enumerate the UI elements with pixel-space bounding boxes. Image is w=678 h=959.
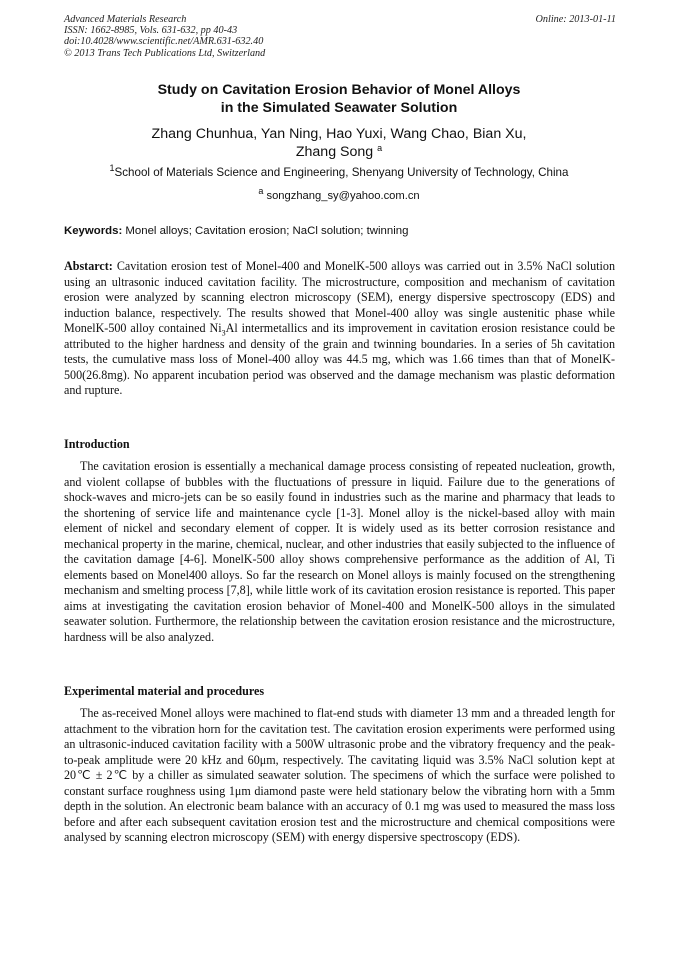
journal-issn: ISSN: 1662-8985, Vols. 631-632, pp 40-43: [64, 25, 238, 37]
journal-doi: doi:10.4028/www.scientific.net/AMR.631-632.40: [64, 36, 264, 48]
keywords-text: Monel alloys; Cavitation erosion; NaCl solution; twinning: [125, 225, 409, 237]
email-superscript: a: [258, 186, 264, 196]
email-text: songzhang_sy@yahoo.com.cn: [266, 190, 420, 202]
author-list: [64, 125, 614, 161]
abstract-text-b: Al intermetallics and its improvement in cavitation erosion resistance could be attributed to the higher hardness and density of the grain and twinning boundaries. In a series of 5h cavitation tests, the cumulative mass loss of Monel-400 alloy was 44.5 mg, which was 1.66 times than that of MonelK-500(26.8mg). No apparent incubation period was observed and the damage mechanism was plastic deformation and rupture.: [64, 321, 615, 397]
abstract-label: Abstarct:: [64, 259, 113, 273]
paper-title: [64, 81, 614, 117]
author-last: Zhang Song: [295, 144, 374, 160]
journal-name: Advanced Materials Research: [64, 14, 187, 25]
affiliation-text: School of Materials Science and Engineering, Shenyang University of Technology, China: [114, 166, 569, 179]
affiliation: [64, 163, 614, 180]
affiliation-superscript: 1: [109, 163, 115, 173]
abstract-subscript: 3: [221, 328, 226, 338]
authors-line-2: [64, 143, 614, 161]
intro-heading: Introduction: [64, 437, 130, 451]
experimental-paragraph: The as-received Monel alloys were machined to flat-end studs with diameter 13 mm and a threaded length for attachment to the vibration horn for the cavitation test. The cavitation erosion experiments were performed using an ultrasonic-induced cavitation facility with a 500W ultrasonic probe and the vibratory frequency and the peak-to-peak amplitude were 20 kHz and 60μm, respectively. The cavitating liquid was 3.5% NaCl solution kept at 20℃ ± 2℃ by a chiller as simulated seawater solution. The specimens of which the surface were polished to constant surface roughness using 1μm diamond paste were held stationary below the vibrating horn with a 5mm depth in the solution. An electronic beam balance with an accuracy of 0.1 mg was used to measured the mass loss before and after each subsequent cavitation erosion test and the microstructure and chemical compositions were analysed by scanning electron microscopy (SEM) with energy dispersive spectroscopy (EDS).: [64, 706, 615, 844]
intro-paragraph: The cavitation erosion is essentially a mechanical damage process consisting of repeated nucleation, growth, and violent collapse of bubbles with the fluctuations of pressure in liquid. Failure due to the generations of shock-waves and micro-jets can be so easily found in industries such as the marine and pharmacy that leads to the shortening of service life and maintenance cycle [1-3]. Monel alloy is the nickel-based alloy with main element of nickel and secondary element of copper. It is widely used as its better corrosion resistance and mechanical property in the marine, chemical, nuclear, and other industries that easily subjected to the influence of the cavitation damage [4-6]. MonelK-500 alloy shows comprehensive performance as the addition of Al, Ti elements based on Monel400 alloys. So far the research on Monel alloys is mainly focused on the strengthening mechanism and smelting process [7,8], while little work of its cavitation erosion resistance is reported. This paper aims at investigating the cavitation erosion behavior of Monel-400 and MonelK-500 alloys in the simulated seawater solution. Furthermore, the relationship between the cavitation erosion resistance and the microstructure, hardness will be also analyzed.: [64, 459, 615, 644]
journal-header: [64, 14, 616, 59]
abstract: [64, 259, 615, 399]
keywords: [64, 224, 616, 238]
keywords-label: Keywords:: [64, 225, 123, 237]
experimental-heading: Experimental material and procedures: [64, 684, 265, 698]
author-superscript: a: [377, 143, 383, 153]
title-line-2: in the Simulated Seawater Solution: [220, 100, 458, 116]
author-email: [64, 186, 614, 203]
online-date: Online: 2013-01-11: [535, 14, 616, 25]
title-line-1: Study on Cavitation Erosion Behavior of Monel Alloys: [157, 82, 521, 98]
journal-copyright: © 2013 Trans Tech Publications Ltd, Switzerland: [64, 47, 266, 59]
authors-line-1: Zhang Chunhua, Yan Ning, Hao Yuxi, Wang Chao, Bian Xu,: [151, 126, 527, 142]
abstract-text-a: Cavitation erosion test of Monel-400 and MonelK-500 alloys was carried out in 3.5% NaCl solution using an ultrasonic induced cavitation facility. The microstructure, composition and mechanism of cavitation erosion were analyzed by scanning electron microscopy (SEM), energy dispersive spectroscopy (EDS) and induction balance, respectively. The results showed that Monel-400 alloy was single austenitic phase while MonelK-500 alloy contained Ni: [64, 259, 615, 335]
